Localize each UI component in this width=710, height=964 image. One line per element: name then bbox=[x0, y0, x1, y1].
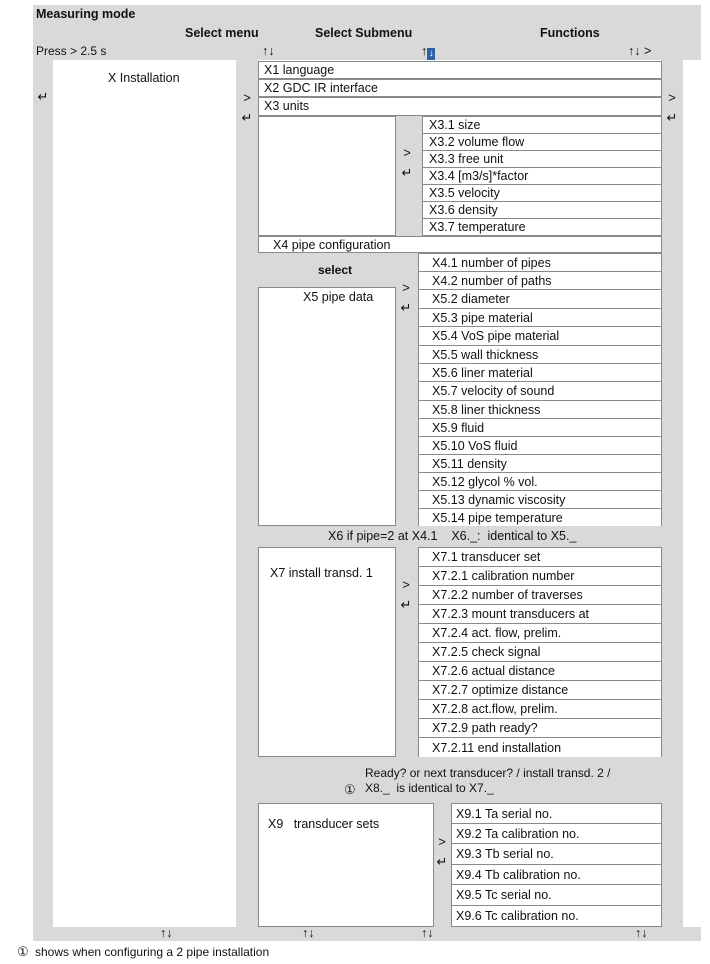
page-title: Measuring mode bbox=[36, 7, 136, 21]
menu-item-x3[interactable] bbox=[258, 97, 662, 116]
menu-item-x7[interactable]: X7 install transd. 1 bbox=[270, 566, 373, 580]
menu-item-label: X2 GDC IR interface bbox=[264, 81, 378, 95]
submenu-item-x5-label: X5.3 pipe material bbox=[432, 311, 533, 325]
submenu-item-x3-label: X3.1 size bbox=[429, 118, 481, 132]
submenu-item-x5-label: X5.13 dynamic viscosity bbox=[432, 493, 566, 507]
footer-band bbox=[33, 927, 701, 941]
menu-item-label: X3 units bbox=[264, 99, 310, 113]
submenu-item-x7[interactable] bbox=[418, 661, 662, 681]
submenu-item-x3-label: X3.7 temperature bbox=[429, 220, 526, 234]
footnote-marker-icon: ① bbox=[17, 944, 29, 959]
enter-icon: ↵ bbox=[436, 854, 448, 869]
submenu-item-x7[interactable] bbox=[418, 547, 662, 567]
column-header-select-menu: Select menu bbox=[185, 26, 259, 40]
submenu-item-x7[interactable] bbox=[418, 699, 662, 719]
submenu-item-x7-label: X7.2.3 mount transducers at bbox=[432, 607, 590, 621]
submenu-item-x5[interactable] bbox=[418, 454, 662, 473]
submenu-item-x7-label: X7.2.5 check signal bbox=[432, 645, 541, 659]
updown-arrows-submenu bbox=[421, 44, 435, 60]
submenu-item-x9[interactable] bbox=[451, 884, 662, 906]
next-arrow-icon: > bbox=[668, 90, 676, 105]
submenu-item-x7[interactable] bbox=[418, 585, 662, 605]
enter-icon: ↵ bbox=[401, 165, 413, 180]
menu-item-x4[interactable] bbox=[258, 236, 662, 253]
enter-icon: ↵ bbox=[400, 300, 412, 315]
menu-item-x9[interactable]: X9 transducer sets bbox=[268, 817, 380, 831]
next-arrow-icon: > bbox=[243, 90, 251, 105]
submenu-item-x5[interactable] bbox=[418, 253, 662, 272]
footnote-text: shows when configuring a 2 pipe installation bbox=[35, 945, 270, 959]
submenu-item-x3[interactable] bbox=[422, 133, 662, 151]
submenu-item-x5[interactable] bbox=[418, 381, 662, 401]
enter-icon: ↵ bbox=[666, 110, 678, 125]
submenu-item-x9[interactable] bbox=[451, 803, 662, 824]
submenu-item-x7-label: X7.2.8 act.flow, prelim. bbox=[432, 702, 558, 716]
submenu-item-x7-label: X7.2.4 act. flow, prelim. bbox=[432, 626, 562, 640]
submenu-item-x7-label: X7.2.9 path ready? bbox=[432, 721, 538, 735]
submenu-item-x5-label: X5.12 glycol % vol. bbox=[432, 475, 538, 489]
submenu-item-x7[interactable] bbox=[418, 737, 662, 758]
submenu-item-x7[interactable] bbox=[418, 642, 662, 662]
submenu-item-x5[interactable] bbox=[418, 308, 662, 327]
x6-note: X6 if pipe=2 at X4.1 X6._: identical to X5._ bbox=[328, 529, 577, 543]
submenu-item-x3-label: X3.5 velocity bbox=[429, 186, 500, 200]
submenu-item-x7-label: X7.2.7 optimize distance bbox=[432, 683, 569, 697]
submenu-item-x9-label: X9.1 Ta serial no. bbox=[456, 807, 553, 821]
menu-rail bbox=[236, 60, 258, 927]
submenu-item-x5[interactable] bbox=[418, 326, 662, 346]
updown-arrows-footer-4: ↑↓ bbox=[635, 926, 648, 940]
submenu-item-x3[interactable] bbox=[422, 116, 662, 134]
submenu-item-x9-label: X9.4 Tb calibration no. bbox=[456, 868, 581, 882]
submenu-item-x5-label: X5.14 pipe temperature bbox=[432, 511, 563, 525]
submenu-item-x3-label: X3.2 volume flow bbox=[429, 135, 525, 149]
submenu-item-x5-label: X5.10 VoS fluid bbox=[432, 439, 518, 453]
submenu-item-x5[interactable] bbox=[418, 472, 662, 491]
next-arrow-icon: > bbox=[403, 145, 411, 160]
press-hint: Press > 2.5 s bbox=[36, 44, 107, 58]
submenu-item-x9[interactable] bbox=[451, 823, 662, 844]
submenu-item-x7[interactable] bbox=[418, 623, 662, 643]
submenu-item-x3[interactable] bbox=[422, 218, 662, 236]
submenu-item-x5-label: X4.2 number of paths bbox=[432, 274, 552, 288]
x8-note-line2: X8._ is identical to X7._ bbox=[365, 781, 494, 795]
submenu-item-x3[interactable] bbox=[422, 150, 662, 168]
menu-item-label: X1 language bbox=[264, 63, 335, 77]
submenu-item-x7[interactable] bbox=[418, 680, 662, 700]
submenu-item-x5-label: X4.1 number of pipes bbox=[432, 256, 551, 270]
submenu-item-x5[interactable] bbox=[418, 400, 662, 419]
submenu-item-x7-label: X7.2.6 actual distance bbox=[432, 664, 555, 678]
submenu-item-x3[interactable] bbox=[422, 184, 662, 202]
submenu-item-x5[interactable] bbox=[418, 345, 662, 364]
footnote-marker-icon: ① bbox=[344, 782, 356, 797]
submenu-item-x5[interactable] bbox=[418, 490, 662, 509]
submenu-item-x9[interactable] bbox=[451, 843, 662, 865]
submenu-item-x5-label: X5.7 velocity of sound bbox=[432, 384, 555, 398]
updown-arrows-footer-2: ↑↓ bbox=[302, 926, 315, 940]
submenu-item-x3-label: X3.3 free unit bbox=[429, 152, 504, 166]
menu-item-x2[interactable] bbox=[258, 79, 662, 97]
submenu-item-x7-label: X7.2.2 number of traverses bbox=[432, 588, 583, 602]
x3-sub-area bbox=[258, 116, 396, 236]
submenu-item-x7[interactable] bbox=[418, 566, 662, 586]
updown-arrows-footer-1: ↑↓ bbox=[160, 926, 173, 940]
next-arrow-icon: > bbox=[402, 577, 410, 592]
submenu-item-x5[interactable] bbox=[418, 418, 662, 437]
updown-arrows-functions: ↑↓ > bbox=[628, 44, 652, 58]
submenu-item-x9[interactable] bbox=[451, 864, 662, 885]
enter-icon: ↵ bbox=[241, 110, 253, 125]
submenu-item-x7-label: X7.1 transducer set bbox=[432, 550, 541, 564]
submenu-item-x3[interactable] bbox=[422, 167, 662, 185]
right-rail bbox=[661, 60, 683, 927]
submenu-item-x7[interactable] bbox=[418, 718, 662, 738]
x8-note-line1: Ready? or next transducer? / install transd. 2 / bbox=[365, 766, 611, 780]
submenu-item-x5-label: X5.5 wall thickness bbox=[432, 348, 539, 362]
left-rail bbox=[33, 60, 53, 927]
menu-item-label: X4 pipe configuration bbox=[273, 238, 391, 252]
updown-arrows-footer-3: ↑↓ bbox=[421, 926, 434, 940]
submenu-item-x5-label: X5.6 liner material bbox=[432, 366, 533, 380]
submenu-item-x5[interactable] bbox=[418, 289, 662, 309]
submenu-item-x9-label: X9.2 Ta calibration no. bbox=[456, 827, 580, 841]
submenu-item-x7-label: X7.2.11 end installation bbox=[432, 741, 562, 755]
down-arrow-icon: ↓ bbox=[428, 48, 434, 59]
column-header-select-submenu: Select Submenu bbox=[315, 26, 413, 40]
submenu-item-x5[interactable] bbox=[418, 363, 662, 382]
submenu-item-x5-label: X5.4 VoS pipe material bbox=[432, 329, 560, 343]
submenu-item-x7-label: X7.2.1 calibration number bbox=[432, 569, 575, 583]
enter-icon: ↵ bbox=[400, 597, 412, 612]
submenu-item-x3-label: X3.4 [m3/s]*factor bbox=[429, 169, 529, 183]
submenu-item-x9-label: X9.5 Tc serial no. bbox=[456, 888, 552, 902]
submenu-item-x3-label: X3.6 density bbox=[429, 203, 498, 217]
column-header-functions: Functions bbox=[540, 26, 600, 40]
submenu-item-x9-label: X9.3 Tb serial no. bbox=[456, 847, 554, 861]
submenu-item-x7[interactable] bbox=[418, 604, 662, 624]
submenu-item-x5-label: X5.2 diameter bbox=[432, 292, 510, 306]
submenu-item-x5-label: X5.8 liner thickness bbox=[432, 403, 541, 417]
up-arrow-icon: ↑ bbox=[421, 44, 428, 58]
submenu-item-x5-label: X5.9 fluid bbox=[432, 421, 485, 435]
menu-installation[interactable]: X Installation bbox=[108, 71, 180, 85]
x5-select-label: select bbox=[318, 263, 353, 277]
menu-item-x5[interactable]: X5 pipe data bbox=[303, 290, 374, 304]
updown-arrows-menu: ↑↓ bbox=[262, 44, 275, 58]
next-arrow-icon: > bbox=[402, 280, 410, 295]
enter-icon: ↵ bbox=[37, 89, 49, 104]
menu-item-x1[interactable] bbox=[258, 61, 662, 79]
submenu-item-x5-label: X5.11 density bbox=[432, 457, 507, 471]
next-arrow-icon: > bbox=[438, 834, 446, 849]
submenu-item-x9[interactable] bbox=[451, 905, 662, 927]
x5-label-area bbox=[258, 287, 396, 526]
submenu-item-x5[interactable] bbox=[418, 271, 662, 290]
submenu-item-x9-label: X9.6 Tc calibration no. bbox=[456, 909, 579, 923]
submenu-item-x3[interactable] bbox=[422, 201, 662, 219]
submenu-item-x5[interactable] bbox=[418, 436, 662, 455]
submenu-item-x5[interactable] bbox=[418, 508, 662, 527]
